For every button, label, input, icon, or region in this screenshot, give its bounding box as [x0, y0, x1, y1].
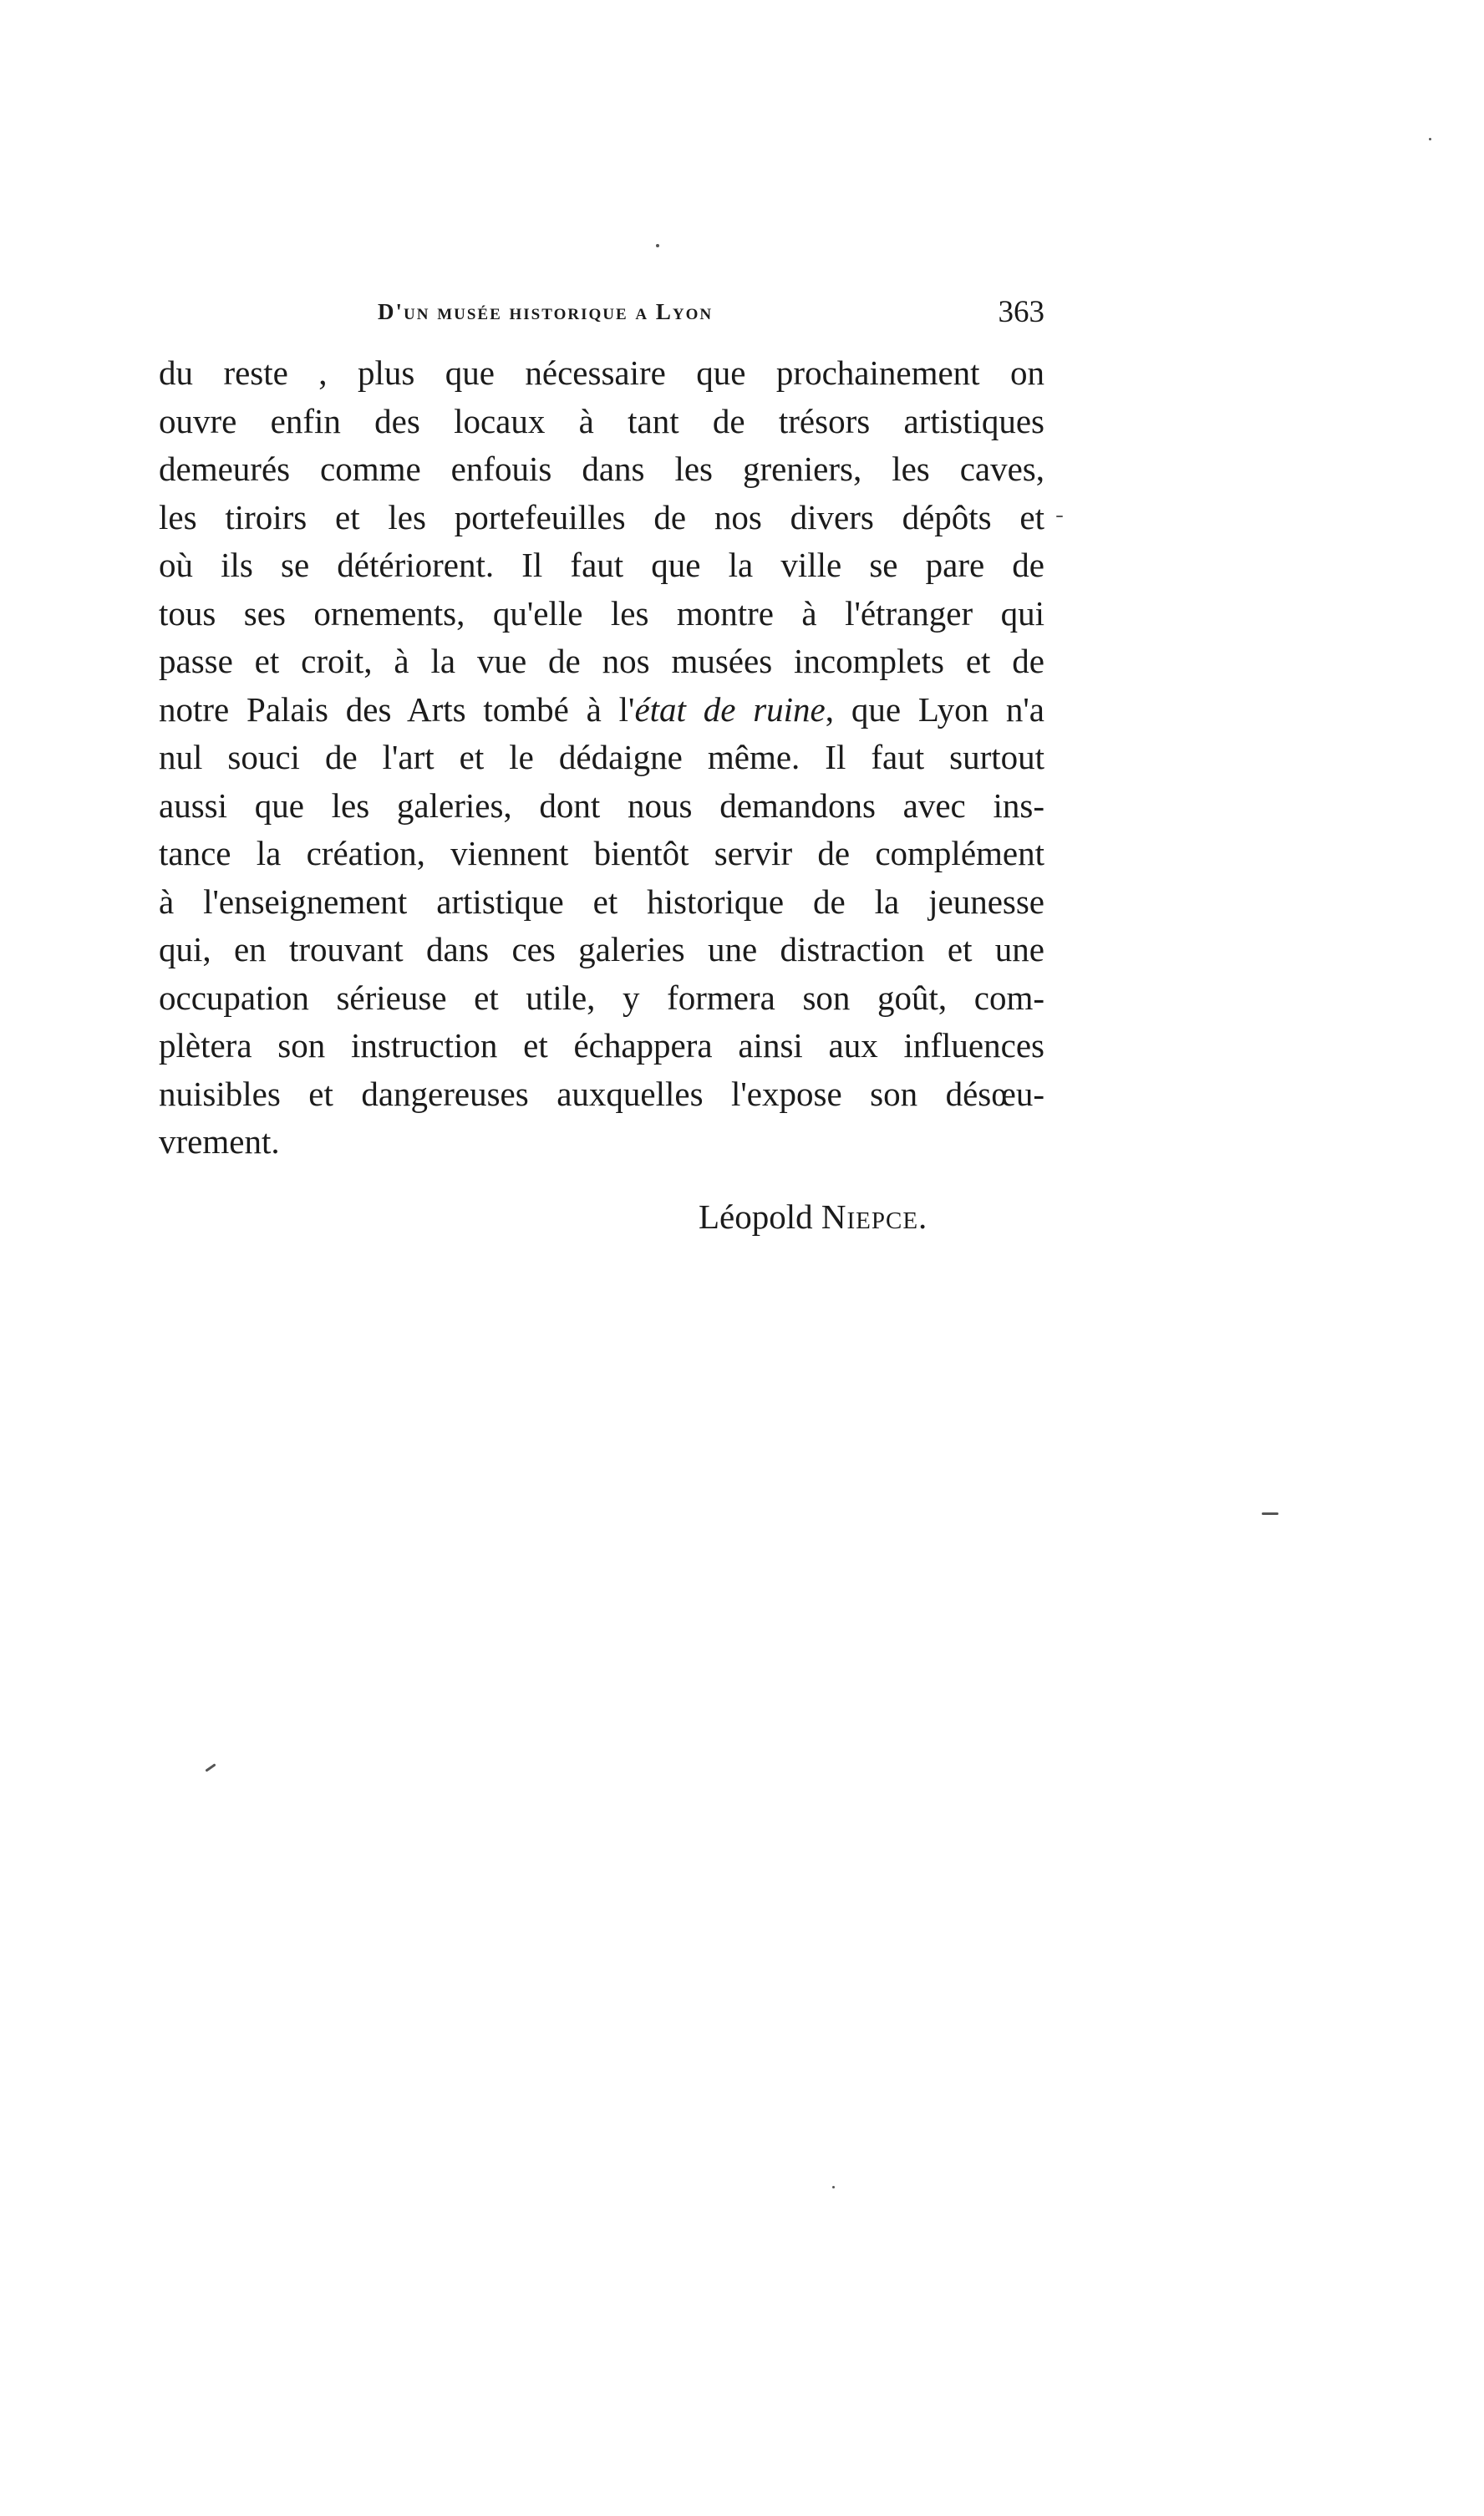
text-line: ouvre enfin des locaux à tant de trésors artistiques: [159, 401, 1044, 440]
author-surname: Niepce.: [821, 1197, 928, 1236]
author-given-name: Léopold: [699, 1197, 813, 1236]
text-line: vrement.: [159, 1122, 280, 1161]
text-line: occupation sérieuse et utile, y formera son goût, com-: [159, 978, 1044, 1017]
text-segment: , que Lyon n'a: [825, 689, 1044, 729]
page-number: 363: [998, 295, 1044, 329]
author-signature: [699, 1197, 928, 1237]
running-title: D'un musée historique a Lyon: [378, 299, 714, 324]
paper-speck: [1429, 138, 1431, 140]
text-line: nuisibles et dangereuses auxquelles l'expose son désœu-: [159, 1074, 1044, 1113]
text-line: à l'enseignement artistique et historique de la jeunesse: [159, 882, 1044, 921]
paper-speck: [1262, 1512, 1278, 1515]
text-line: où ils se détériorent. Il faut que la ville se pare de: [159, 546, 1044, 584]
text-line: du reste , plus que nécessaire que prochainement on: [159, 353, 1044, 392]
text-line: tous ses ornements, qu'elle les montre à l'étranger qui: [159, 593, 1044, 633]
text-line: les tiroirs et les portefeuilles de nos divers dépôts et: [159, 497, 1044, 536]
body-paragraph: [159, 349, 1044, 1167]
text-line: passe et croit, à la vue de nos musées incomplets et de: [159, 642, 1044, 680]
text-line: [159, 686, 1044, 734]
paper-speck: [1056, 516, 1063, 517]
paper-speck: [205, 1763, 216, 1771]
text-line: tance la création, viennent bientôt servir de complément: [159, 834, 1044, 872]
running-head: [159, 294, 1044, 336]
text-line: qui, en trouvant dans ces galeries une distraction et une: [159, 930, 1044, 968]
text-segment: notre Palais des Arts tombé à l': [159, 689, 635, 729]
text-line: aussi que les galeries, dont nous demandons avec ins-: [159, 785, 1044, 825]
text-line: plètera son instruction et échappera ainsi aux influences: [159, 1026, 1044, 1065]
text-line: nul souci de l'art et le dédaigne même. Il faut surtout: [159, 738, 1044, 776]
paper-speck: [656, 244, 659, 247]
italic-phrase: état de ruine: [634, 689, 826, 729]
paper-speck: [832, 2186, 835, 2188]
text-line: demeurés comme enfouis dans les greniers, les caves,: [159, 450, 1044, 488]
